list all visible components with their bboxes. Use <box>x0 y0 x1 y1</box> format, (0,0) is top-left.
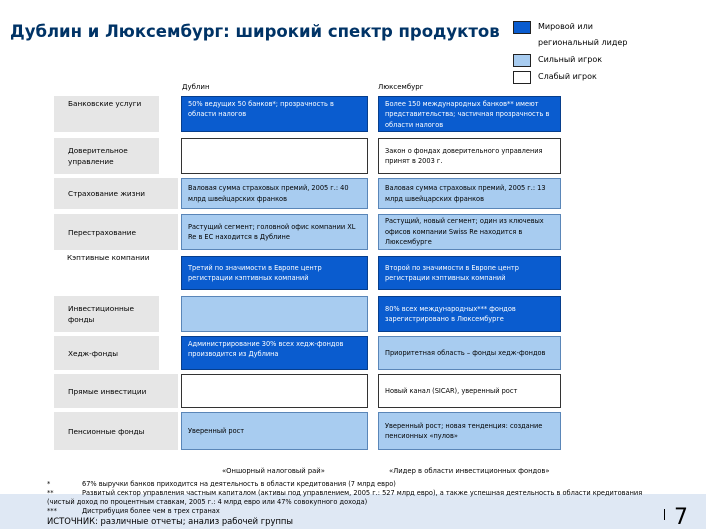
cell-dublin-reinsurance: Растущий сегмент; головной офис компании XL Re в ЕС находится в Дублине <box>181 214 368 250</box>
cell-luxembourg-banking: Более 150 международных банков** имеют представительства; частичная прозрачность в области налогов <box>378 96 561 132</box>
cell-dublin-life-insurance: Валовая сумма страховых премий, 2005 г.: 40 млрд швейцарских франков <box>181 178 368 209</box>
footnote-1 <box>47 480 706 489</box>
cell-luxembourg-life-insurance: Валовая сумма страховых премий, 2005 г.: 13 млрд швейцарских франков <box>378 178 561 209</box>
footnote-3 <box>47 507 582 516</box>
footnote-3-mark: *** <box>47 507 57 515</box>
cell-luxembourg-trust: Закон о фондах доверительного управления принят в 2003 г. <box>378 138 561 174</box>
row-label-pension-funds: Пенсионные фонды <box>54 412 178 450</box>
cell-dublin-hedge-funds: Администрирование 30% всех хедж-фондов производится из Дублина <box>181 336 368 370</box>
row-label-life-insurance: Страхование жизни <box>54 178 178 209</box>
column-header-luxembourg: Люксембург <box>378 83 424 91</box>
cell-dublin-trust <box>181 138 368 174</box>
cell-luxembourg-reinsurance: Растущий, новый сегмент; один из ключевых офисов компании Swiss Re находится в Люксембурге <box>378 214 561 250</box>
column-header-dublin: Дублин <box>182 83 210 91</box>
cell-dublin-private-equity <box>181 374 368 408</box>
cell-luxembourg-pension-funds: Уверенный рост; новая тенденция: создание пенсионных «пулов» <box>378 412 561 450</box>
legend-swatch-leader <box>513 21 531 34</box>
cell-dublin-captives: Третий по значимости в Европе центр регистрации кэптивных компаний <box>181 256 368 290</box>
row-label-hedge-funds: Хедж-фонды <box>54 336 159 370</box>
legend-label-leader: Мировой или региональный лидер <box>538 22 628 47</box>
legend-label-strong: Сильный игрок <box>538 55 603 64</box>
row-label-captives: Кэптивные компании <box>54 252 159 294</box>
footnote-3-text: Дистрибуция более чем в трех странах <box>82 507 220 515</box>
cell-luxembourg-hedge-funds: Приоритетная область – фонды хедж-фондов <box>378 336 561 370</box>
cell-dublin-banking: 50% ведущих 50 банков*; прозрачность в области налогов <box>181 96 368 132</box>
footnote-1-text: 67% выручки банков приходится на деятельность в области кредитования (7 млрд евро) <box>82 480 396 488</box>
cell-luxembourg-private-equity: Новый канал (SICAR), уверенный рост <box>378 374 561 408</box>
page-title: Дублин и Люксембург: широкий спектр продуктов <box>10 22 500 41</box>
page-divider <box>664 509 665 520</box>
row-label-investment-funds: Инвестиционные фонды <box>54 296 159 332</box>
row-label-banking: Банковские услуги <box>54 96 159 132</box>
cell-dublin-pension-funds: Уверенный рост <box>181 412 368 450</box>
page-number: 7 <box>674 505 688 530</box>
row-label-private-equity: Прямые инвестиции <box>54 374 178 408</box>
footnote-2 <box>47 489 659 507</box>
tagline-dublin: «Оншорный налоговый рай» <box>222 467 325 475</box>
row-label-trust: Доверительное управление <box>54 138 159 174</box>
legend-swatch-weak <box>513 71 531 84</box>
source-note: ИСТОЧНИК: различные отчеты; анализ рабочей группы <box>47 516 294 526</box>
row-label-reinsurance: Перестрахование <box>54 214 178 250</box>
cell-luxembourg-captives: Второй по значимости в Европе центр регистрации кэптивных компаний <box>378 256 561 290</box>
footnote-2-mark: ** <box>47 489 54 497</box>
legend-swatch-strong <box>513 54 531 67</box>
cell-luxembourg-investment-funds: 80% всех международных*** фондов зарегистрировано в Люксембурге <box>378 296 561 332</box>
tagline-luxembourg: «Лидер в области инвестиционных фондов» <box>389 467 550 475</box>
footnote-1-mark: * <box>47 480 51 488</box>
footnote-2-text: Развитый сектор управления частным капиталом (активы под управлением, 2005 г.: 527 млрд евро), а также успешная деятельность в области кредитования (чистый доход по процентным ставкам, 2005 г.: 4 млрд евро или 47% совокупного дохода) <box>47 489 643 506</box>
cell-dublin-investment-funds <box>181 296 368 332</box>
legend-label-weak: Слабый игрок <box>538 72 597 81</box>
